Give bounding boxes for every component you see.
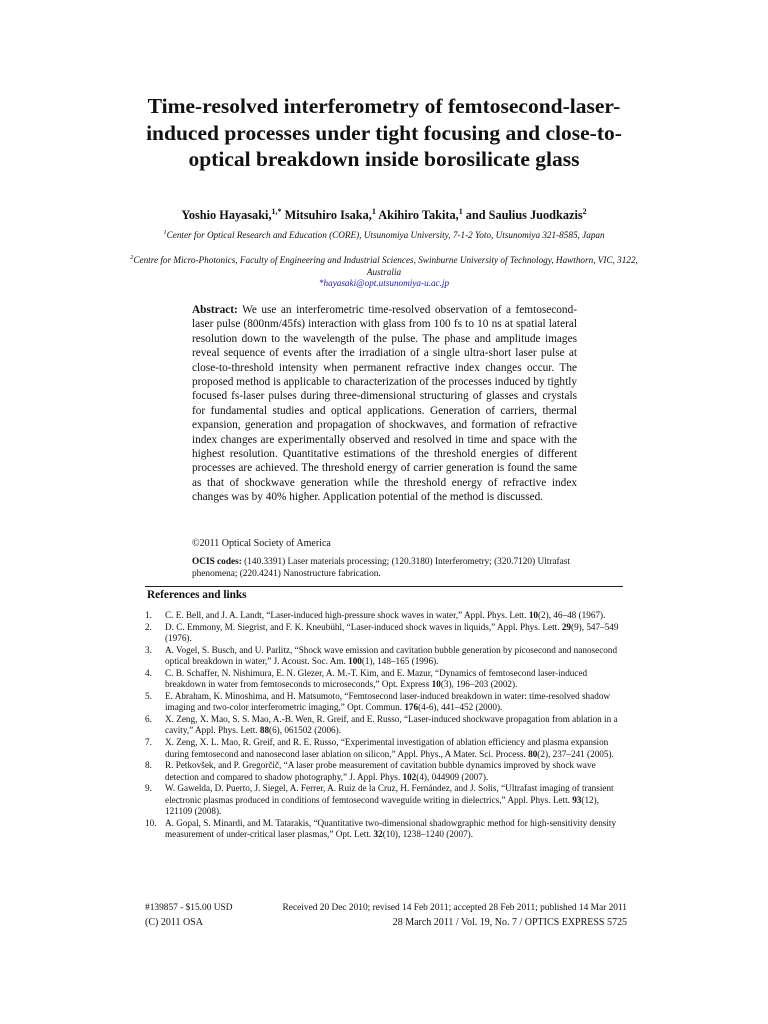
references-heading: References and links [147,589,247,601]
reference-text-tail: (4-6), 441–452 (2000). [418,702,503,713]
reference-item [145,668,623,691]
affiliation [124,229,644,241]
reference-item [145,783,623,817]
author-affiliation-mark: 1,* [271,206,282,216]
reference-item [145,818,623,841]
reference-text-tail: (6), 061502 (2006). [269,725,341,736]
author-list [100,208,668,223]
reference-text: A. Gopal, S. Minardi, and M. Tatarakis, “Quantitative two-dimensional shadowgraphic method for high-sensitivity density measurement of under-critical laser plasmas,” Opt. Lett. [165,817,617,840]
reference-number: 8. [145,760,152,771]
reference-number: 5. [145,691,152,702]
reference-volume: 100 [348,656,362,667]
ocis-codes [192,556,584,580]
abstract [192,303,577,505]
reference-item [145,610,623,621]
author-name: Yoshio Hayasaki, [181,208,272,222]
reference-item [145,622,623,645]
reference-volume: 80 [528,748,538,759]
reference-volume: 10 [431,679,441,690]
reference-text: X. Zeng, X. L. Mao, R. Greif, and R. E. Russo, “Experimental investigation of ablation efficiency and plasma expansion during femtosecond and nanosecond laser ablation on silicon,” Appl. Phys., A Mater. Sci. Process. [165,737,609,759]
reference-number: 2. [145,621,152,632]
abstract-text: We use an interferometric time-resolved observation of a femtosecond-laser pulse (800nm/45fs) interaction with glass from 100 fs to 10 ns at spatial lateral resolution down to the wavelength of the pulse. The phase and amplitude images reveal sequence of events after the irradiation of a single ultra-short laser pulse at close-to-threshold intensity when permanent refractive index changes occur. The proposed method is applicable to characterization of the processes induced by tightly focused fs-laser pulses during three-dimensional structuring of glasses and crystals for fundamental studies and optical applications. Generation of carriers, thermal expansion, generation and propagation of shockwaves, and formation of refractive index changes are experimentally observed and resolved in time and space with the highest resolution. Quantitative estimations of the threshold energies of different processes are achieved. The threshold energy of carrier generation is found the same as that of shockwave generation while the threshold energy of refractive index changes was by 40% higher. Application potential of the method is discussed. [192,304,577,504]
reference-volume: 176 [404,702,419,713]
reference-text-tail: (3), 196–203 (2002). [440,679,518,690]
author-name: Akihiro Takita, [378,208,459,222]
ocis-label: OCIS codes: [192,557,242,567]
reference-number: 3. [145,644,152,655]
reference-item [145,760,623,783]
reference-text-tail: (10), 1238–1240 (2007). [382,829,474,840]
reference-text: E. Abraham, K. Minoshima, and H. Matsumoto, “Femtosecond laser-induced breakdown in water: time-resolved shadow imaging and two-color interferometric imaging,” Opt. Commun. [165,691,611,713]
reference-item [145,645,623,668]
reference-number: 4. [145,667,152,678]
author-name: and Saulius Juodkazis [465,208,583,222]
reference-volume: 88 [259,725,270,736]
reference-volume: 32 [373,829,383,840]
affiliation-mark: 2 [130,253,134,261]
reference-text: R. Petkovšek, and P. Gregorčič, “A laser probe measurement of cavitation bubble dynamics improved by shock wave detection and compared to shadow photography,” J. Appl. Phys. [165,760,596,782]
reference-volume: 93 [572,794,582,805]
reference-item [145,737,623,760]
reference-text-tail: (2), 237–241 (2005). [537,748,614,759]
reference-volume: 29 [561,621,572,632]
author-affiliation-mark: 1 [458,206,463,216]
reference-text: C. E. Bell, and J. A. Landt, “Laser-induced high-pressure shock waves in water,” Appl. Phys. Lett. [165,610,529,620]
footer-id-price: #139857 - $15.00 USD [145,903,233,913]
reference-item [145,691,623,714]
footer-copyright: (C) 2011 OSA [145,917,203,928]
reference-text-tail: (2), 46–48 (1967). [538,610,606,620]
reference-number: 10. [145,817,157,828]
ocis-text: (140.3391) Laser materials processing; (120.3180) Interferometry; (320.7120) Ultrafast phenomena; (220.4241) Nanostructure fabrication. [192,557,570,580]
reference-text: D. C. Emmony, M. Siegrist, and F. K. Kneubühl, “Laser-induced shock waves in liquids,” Appl. Phys. Lett. [165,621,562,632]
reference-text-tail: (12), 121109 (2008). [165,794,600,817]
reference-text-tail: (4), 044909 (2007). [416,771,489,782]
corresponding-email-link[interactable]: *hayasaki@opt.utsunomiya-u.ac.jp [318,278,450,288]
affiliation-text: Center for Optical Research and Education (CORE), Utsunomiya University, 7-1-2 Yoto, Utsunomiya 321-8585, Japan [166,230,605,240]
reference-text: X. Zeng, X. Mao, S. S. Mao, A.-B. Wen, R. Greif, and E. Russo, “Laser-induced shockwave propagation from ablation in a cavity,” Appl. Phys. Lett. [165,714,618,736]
author-affiliation-mark: 2 [582,206,587,216]
reference-number: 6. [145,714,152,725]
reference-volume: 102 [402,771,417,782]
reference-number: 1. [145,610,152,620]
footer-dates: Received 20 Dec 2010; revised 14 Feb 2011; accepted 28 Feb 2011; published 14 Mar 2011 [282,903,627,913]
author-affiliation-mark: 1 [371,206,376,216]
reference-text: A. Vogel, S. Busch, and U. Parlitz, “Shock wave emission and cavitation bubble generation by picosecond and nanosecond optical breakdown in water,” J. Acoust. Soc. Am. [165,644,618,667]
reference-text-tail: (1), 148–165 (1996). [361,656,439,667]
reference-number: 9. [145,783,152,794]
paper-title: Time-resolved interferometry of femtosecond-laser-induced processes under tight focusing and close-to-optical breakdown inside borosilicate glass [146,94,622,171]
reference-list [145,610,623,841]
affiliation-text: Centre for Micro-Photonics, Faculty of Engineering and Industrial Sciences, Swinburne University of Technology, Hawthorn, VIC, 3122, Australia [133,255,638,278]
reference-item [145,714,623,737]
reference-text-tail: (9), 547–549 (1976). [165,621,619,644]
abstract-label: Abstract: [192,304,238,316]
copyright-notice: ©2011 Optical Society of America [192,538,331,549]
author-name: Mitsuhiro Isaka, [284,208,372,222]
affiliation [124,254,644,278]
reference-volume: 10 [528,610,538,620]
footer-journal-citation: 28 March 2011 / Vol. 19, No. 7 / OPTICS EXPRESS 5725 [392,917,627,928]
section-divider [145,586,623,587]
reference-number: 7. [145,737,152,748]
affiliation-mark: 1 [163,228,167,236]
reference-text: C. B. Schaffer, N. Nishimura, E. N. Glezer, A. M.-T. Kim, and E. Mazur, “Dynamics of femtosecond laser-induced breakdown in water from femtoseconds to microseconds,” Opt. Express [165,667,588,690]
reference-text: W. Gawelda, D. Puerto, J. Siegel, A. Ferrer, A. Ruiz de la Cruz, H. Fernández, and J. Solis, “Ultrafast imaging of transient electronic plasmas produced in conditions of femtosecond waveguide writing in dielectrics,” Appl. Phys. Lett. [165,783,614,805]
